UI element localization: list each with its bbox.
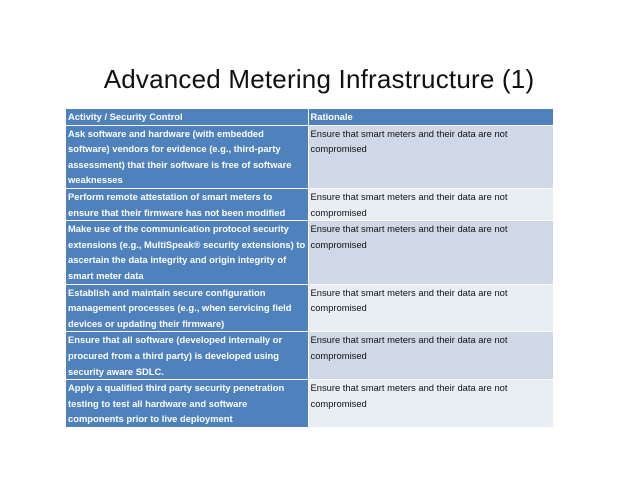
table-row (66, 125, 553, 188)
activity-cell: Ask software and hardware (with embedded software) vendors for evidence (e.g., third-party assessment) that their software is free of software weaknesses (66, 125, 308, 188)
rationale-column-header: Rationale (308, 109, 553, 125)
security-controls-table (66, 109, 553, 427)
activity-column-header: Activity / Security Control (66, 109, 308, 125)
rationale-cell: Ensure that smart meters and their data are not compromised (308, 380, 553, 427)
rationale-cell: Ensure that smart meters and their data are not compromised (308, 221, 553, 284)
table-row (66, 188, 553, 220)
activity-cell: Perform remote attestation of smart meters to ensure that their firmware has not been modified (66, 188, 308, 220)
activity-cell: Establish and maintain secure configuration management processes (e.g., when servicing field devices or updating their firmware) (66, 284, 308, 332)
activity-cell: Make use of the communication protocol security extensions (e.g., MultiSpeak® security extensions) to ascertain the data integrity and origin integrity of smart meter data (66, 221, 308, 284)
rationale-cell: Ensure that smart meters and their data are not compromised (308, 284, 553, 332)
rationale-cell: Ensure that smart meters and their data are not compromised (308, 188, 553, 220)
table-row (66, 221, 553, 284)
activity-cell: Ensure that all software (developed internally or procured from a third party) is developed using security aware SDLC. (66, 332, 308, 380)
table-row (66, 332, 553, 380)
table-row (66, 284, 553, 332)
activity-cell: Apply a qualified third party security penetration testing to test all hardware and software components prior to live deployment (66, 380, 308, 427)
rationale-cell: Ensure that smart meters and their data are not compromised (308, 125, 553, 188)
slide-title: Advanced Metering Infrastructure (1) (103, 64, 535, 94)
table-row (66, 380, 553, 427)
rationale-cell: Ensure that smart meters and their data are not compromised (308, 332, 553, 380)
table-header-row (66, 109, 553, 125)
